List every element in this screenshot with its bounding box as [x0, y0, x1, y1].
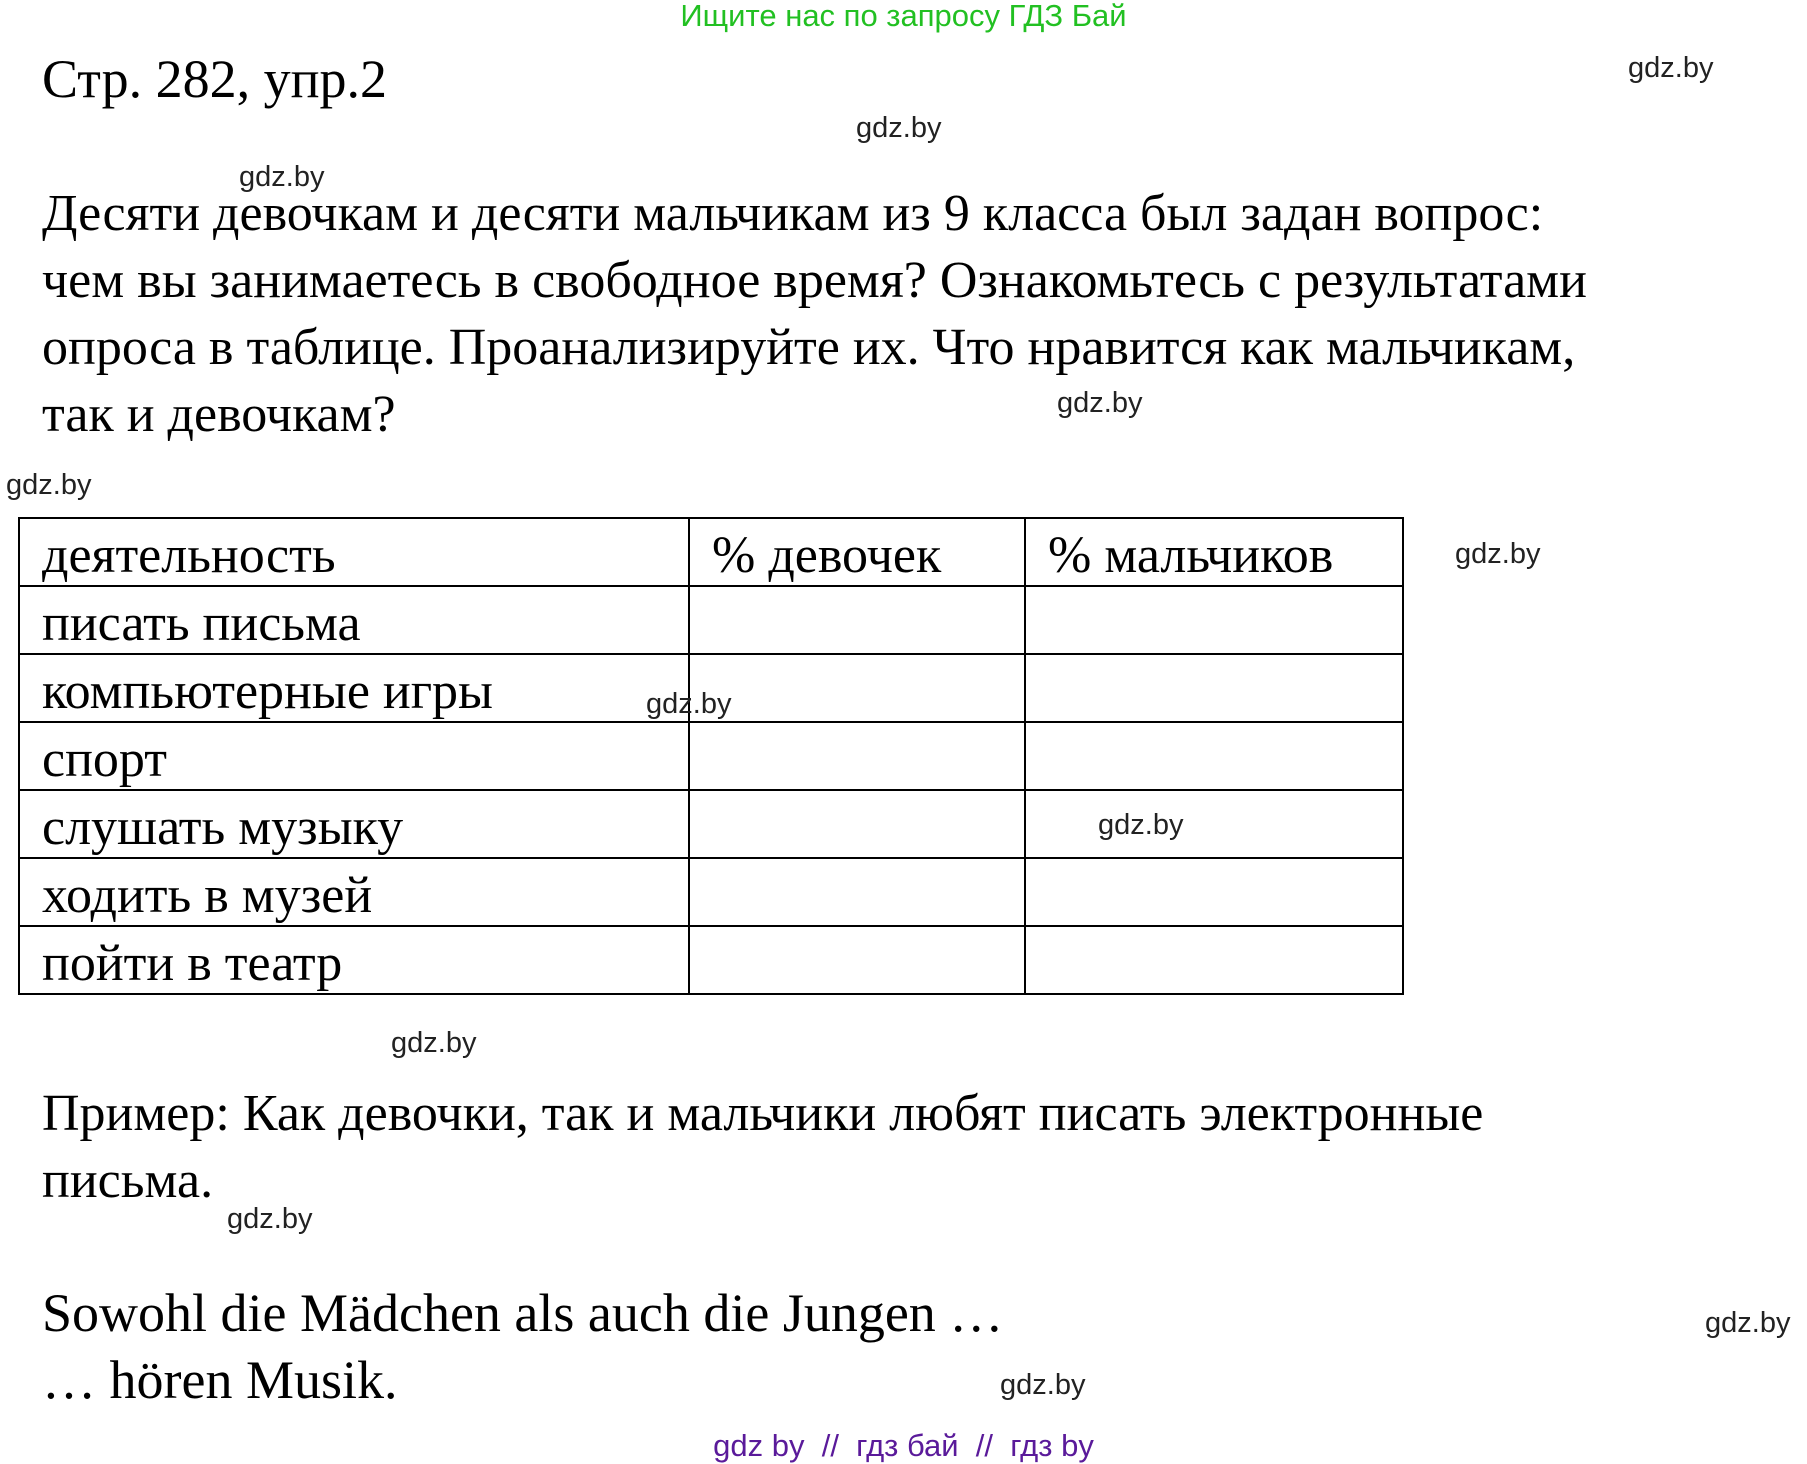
watermark: gdz.by: [1705, 1307, 1791, 1339]
watermark: gdz.by: [1098, 809, 1184, 841]
table-row: [19, 586, 1403, 654]
girls-cell: [689, 926, 1025, 994]
header-girls-percent: % девочек: [689, 518, 1025, 586]
boys-cell: [1025, 926, 1403, 994]
girls-cell: [689, 586, 1025, 654]
boys-cell: [1025, 790, 1403, 858]
watermark: gdz.by: [6, 469, 92, 501]
activity-cell: спорт: [19, 722, 689, 790]
table-row: [19, 858, 1403, 926]
watermark: gdz.by: [1057, 387, 1143, 419]
example-line: письма.: [42, 1152, 214, 1209]
watermark: gdz.by: [227, 1203, 313, 1235]
answer-line: … hören Musik.: [42, 1350, 398, 1410]
boys-cell: [1025, 586, 1403, 654]
activity-cell: пойти в театр: [19, 926, 689, 994]
watermark: gdz.by: [1455, 538, 1541, 570]
girls-cell: [689, 790, 1025, 858]
table-header-row: [19, 518, 1403, 586]
activity-cell: слушать музыку: [19, 790, 689, 858]
boys-cell: [1025, 722, 1403, 790]
activity-cell: ходить в музей: [19, 858, 689, 926]
girls-cell: [689, 722, 1025, 790]
boys-cell: [1025, 654, 1403, 722]
task-line: так и девочкам?: [42, 386, 396, 443]
watermark: gdz.by: [1000, 1369, 1086, 1401]
table-row: [19, 926, 1403, 994]
survey-table: [18, 517, 1404, 995]
answer-text: [42, 1280, 1003, 1414]
watermark: gdz.by: [391, 1027, 477, 1059]
activity-cell: компьютерные игры: [19, 654, 689, 722]
top-banner: Ищите нас по запросу ГДЗ Бай: [680, 0, 1127, 33]
watermark: gdz.by: [1628, 52, 1714, 84]
page-heading: Стр. 282, упр.2: [42, 49, 387, 109]
task-line: чем вы занимаетесь в свободное время? Ознакомьтесь с результатами: [42, 252, 1587, 309]
header-activity: деятельность: [19, 518, 689, 586]
girls-cell: [689, 654, 1025, 722]
example-text: [42, 1080, 1782, 1214]
table-row: [19, 790, 1403, 858]
table-row: [19, 722, 1403, 790]
watermark: gdz.by: [646, 688, 732, 720]
example-line: Пример: Как девочки, так и мальчики любят писать электронные: [42, 1085, 1484, 1142]
task-text: [42, 180, 1802, 448]
activity-cell: писать письма: [19, 586, 689, 654]
header-boys-percent: % мальчиков: [1025, 518, 1403, 586]
boys-cell: [1025, 858, 1403, 926]
watermark: gdz.by: [856, 112, 942, 144]
answer-line: Sowohl die Mädchen als auch die Jungen …: [42, 1283, 1004, 1343]
footer-links: gdz by // гдз бай // гдз by: [713, 1428, 1094, 1463]
girls-cell: [689, 858, 1025, 926]
task-line: Десяти девочкам и десяти мальчикам из 9 класса был задан вопрос:: [42, 185, 1544, 242]
watermark: gdz.by: [239, 161, 325, 193]
task-line: опроса в таблице. Проанализируйте их. Что нравится как мальчикам,: [42, 319, 1576, 376]
